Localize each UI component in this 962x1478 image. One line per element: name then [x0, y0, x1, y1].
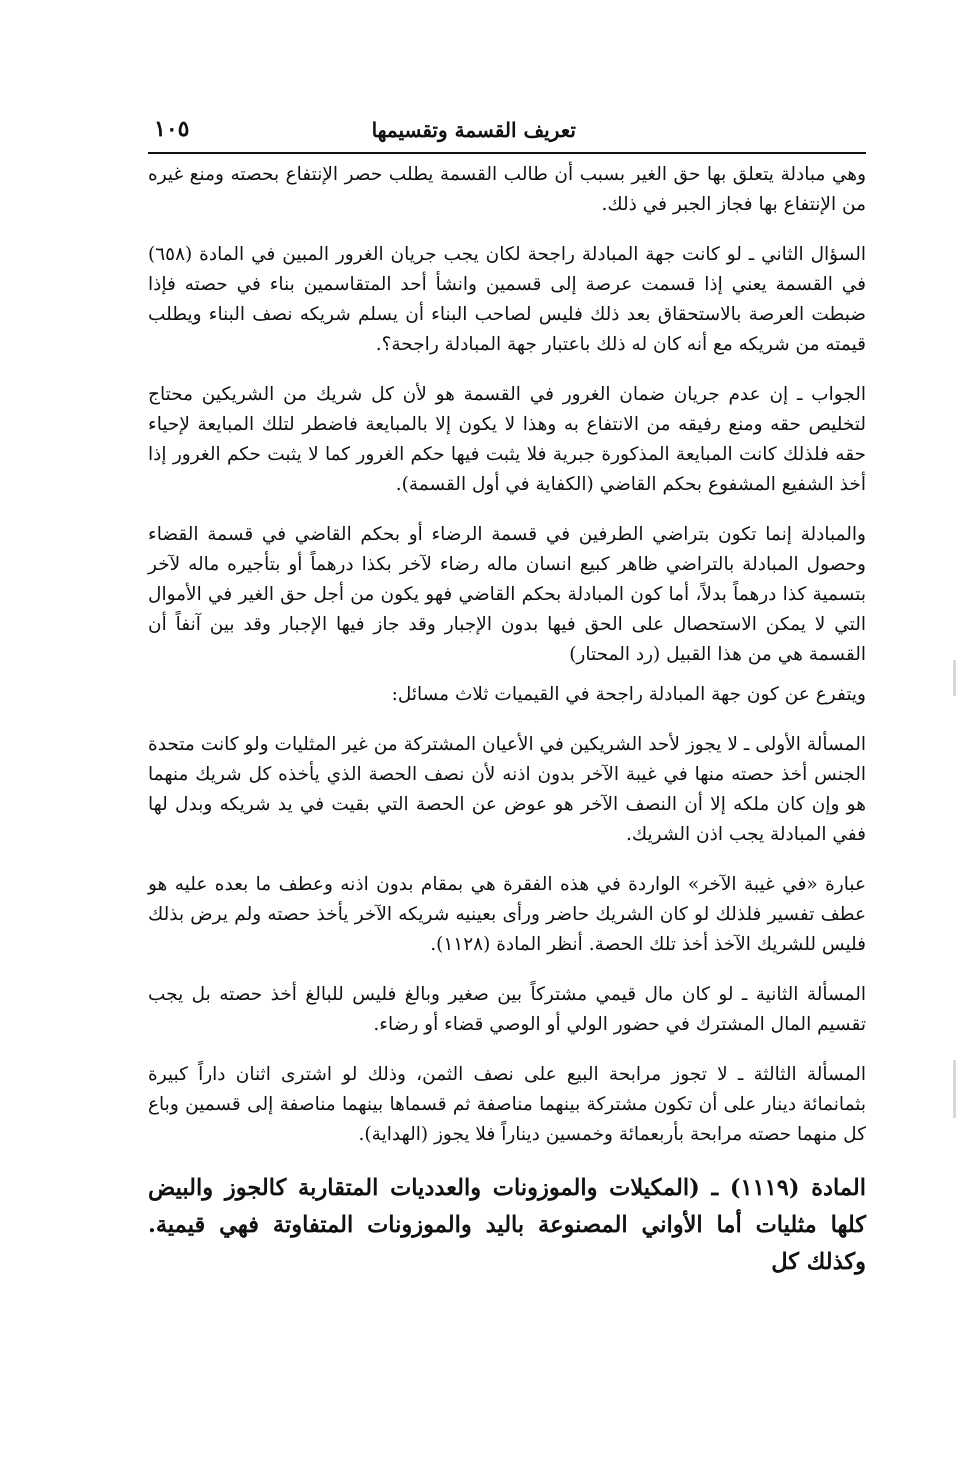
paragraph: وهي مبادلة يتعلق بها حق الغير بسبب أن طالب القسمة يطلب حصر الإنتفاع بحصته ومنع غيره من الإنتفاع بها فجاز الجبر في ذلك.	[148, 164, 866, 215]
paragraph: الجواب ـ إن عدم جريان ضمان الغرور في القسمة هو لأن كل شريك من الشريكين محتاج لتخليص حقه ومنع رفيقه من الانتفاع به وهذا لا يكون إلا بالمبايعة فاضطر لتلك المبايعة لإحياء حقه فلذلك كانت المبايعة المذكورة جبرية فلا يثبت فيها حكم الغرور كما لا يثبت حكم الغرور إذا أخذ الشفيع المشفوع بحكم القاضي (الكفاية في أول القسمة).	[148, 384, 866, 495]
margin-mark	[953, 660, 956, 696]
paragraph: ويتفرع عن كون جهة المبادلة راجحة في القيميات ثلاث مسائل:	[391, 684, 866, 705]
page-body	[148, 160, 866, 1281]
paragraph: عبارة «في غيبة الآخر» الواردة في هذه الفقرة هي بمقام بدون اذنه وعطف ما بعده عليه هو عطف تفسير فلذلك لو كان الشريك حاضر ورأى بعينيه شريكه الآخر يأخذ حصته ولم يرض بذلك فليس للشريك الآخذ أخذ تلك الحصة. أنظر المادة (١١٢٨).	[148, 874, 866, 955]
paragraph: السؤال الثاني ـ لو كانت جهة المبادلة راجحة لكان يجب جريان الغرور المبين في المادة (٦٥٨) في القسمة يعني إذا قسمت عرصة إلى قسمين وانشأ أحد المتقاسمين بناء في حصته فإذا ضبطت العرصة بالاستحقاق بعد ذلك فليس لصاحب البناء أن يسلم شريكه نصف البناء ويطلب قيمته من شريكه مع أنه كان له ذلك باعتبار جهة المبادلة راجحة؟.	[148, 244, 866, 355]
page-header	[148, 112, 866, 154]
paragraph: المسألة الأولى ـ لا يجوز لأحد الشريكين في الأعيان المشتركة من غير المثليات ولو كانت متحدة الجنس أخذ حصته منها في غيبة الآخر بدون اذنه لأن نصف الحصة الذي يأخذه كل شريك منهما هو وإن كان ملكه إلا أن النصف الآخر هو عوض عن الحصة التي بقيت في يد شريكه وبدل لها ففي المبادلة يجب اذن الشريك.	[148, 734, 866, 845]
article-text: المادة (١١١٩) ـ (المكيلات والموزونات والعدديات المتقاربة كالجوز والبيض كلها مثليات أما الأواني المصنوعة باليد والموزونات المتفاوتة فهي قيمية. وكذلك كل	[148, 1175, 866, 1275]
running-title: تعريف القسمة وتقسيمها	[371, 118, 576, 142]
paragraph: المسألة الثانية ـ لو كان مال قيمي مشتركاً بين صغير وبالغ فليس للبالغ أخذ حصته بل يجب تقسيم المال المشترك في حضور الولي أو الوصي قضاء أو رضاء.	[148, 984, 866, 1035]
page-number: ١٠٥	[154, 116, 190, 142]
paragraph: المسألة الثالثة ـ لا تجوز مرابحة البيع على نصف الثمن، وذلك لو اشترى اثنان داراً كبيرة بثمانمائة دينار على أن تكون مشتركة بينهما مناصفة ثم قسماها بينهما مناصفة إلى قسمين وباع كل منهما حصته مرابحة بأربعمائة وخمسين ديناراً فلا يجوز (الهداية).	[148, 1064, 866, 1145]
paragraph: والمبادلة إنما تكون بتراضي الطرفين في قسمة الرضاء أو بحكم القاضي في قسمة القضاء وحصول المبادلة بالتراضي ظاهر كبيع انسان ماله رضاء لآخر بكذا درهماً أو بتأجيره ماله لآخر بتسمية كذا درهماً بدلاً، أما كون المبادلة بحكم القاضي فهو يكون من أجل حق الغير في الأموال التي لا يمكن الاستحصال على الحق فيها بدون الإجبار وقد جاز فيها الإجبار وقد بين آنفاً أن القسمة هي من هذا القبيل (رد المحتار)	[148, 524, 866, 665]
margin-mark	[953, 1060, 956, 1118]
